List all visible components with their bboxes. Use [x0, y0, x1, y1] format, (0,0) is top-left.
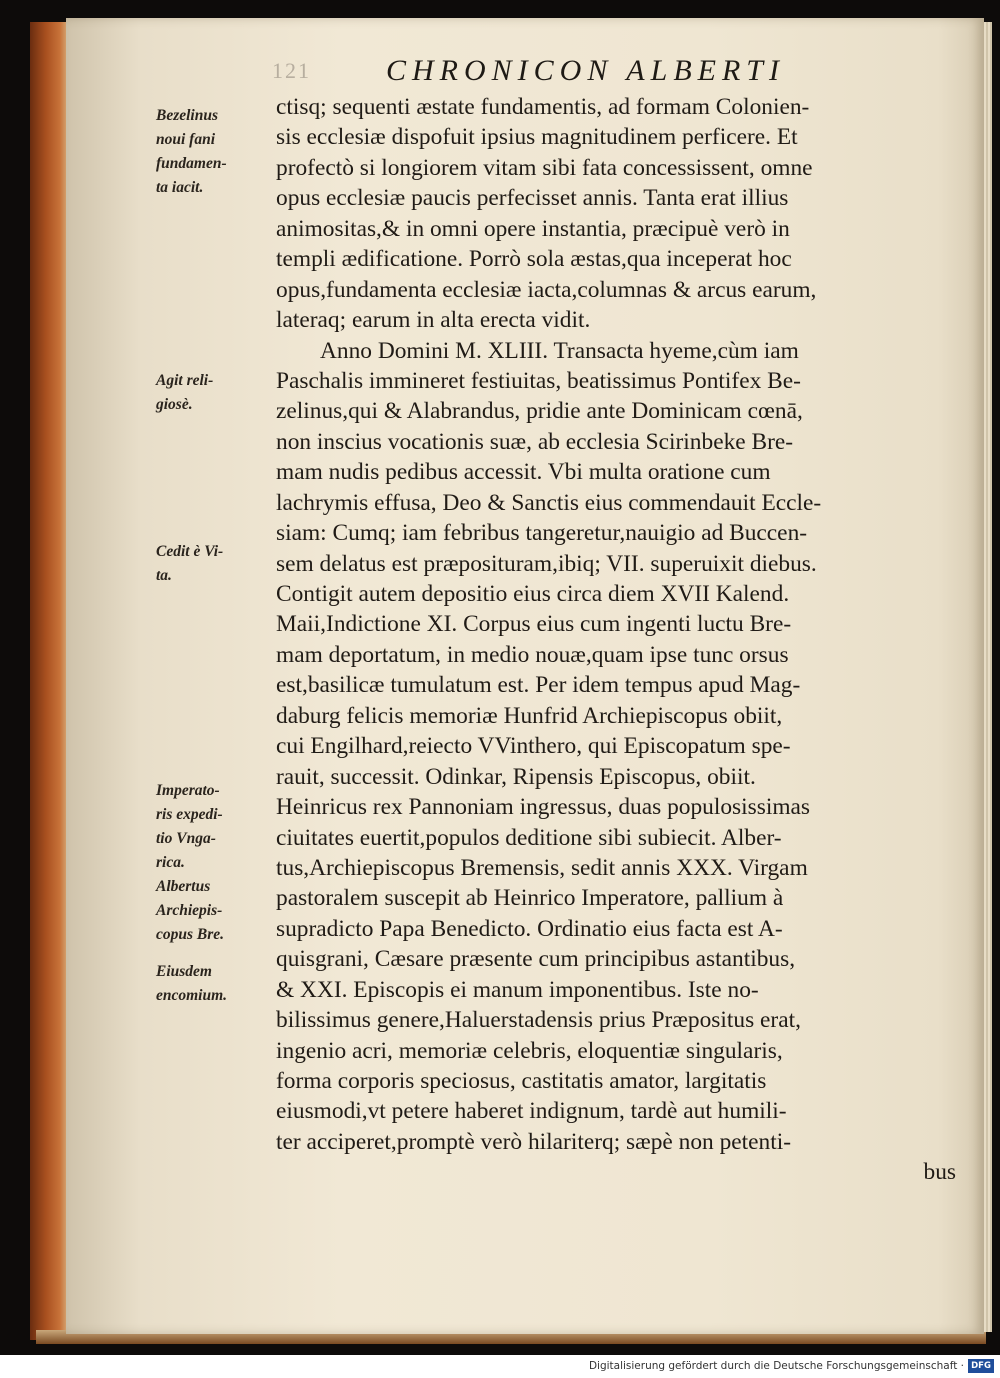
text-line: profectò si longiorem vitam sibi fata concessissent, omne	[276, 154, 813, 181]
marginal-note-line: Albertus	[156, 878, 211, 895]
text-line: ciuitates euertit,populos deditione sibi subiecit. Alber-	[276, 824, 782, 851]
marginal-note-line: fundamen-	[156, 155, 227, 172]
text-line: cui Engilhard,reiecto VVinthero, qui Episcopatum spe-	[276, 733, 791, 760]
text-line: daburg felicis memoriæ Hunfrid Archiepiscopus obiit,	[276, 702, 783, 729]
marginal-note-line: rica.	[156, 854, 185, 871]
text-line: Paschalis immineret festiuitas, beatissimus Pontifex Be-	[276, 367, 801, 394]
footer-bar	[0, 1355, 1000, 1378]
marginal-note-line: Archiepis-	[156, 902, 223, 919]
text-line: sis ecclesiæ dispofuit ipsius magnitudinem perficere. Et	[276, 124, 798, 151]
text-line: rauit, successit. Odinkar, Ripensis Episcopus, obiit.	[276, 763, 756, 790]
marginal-note-line: Eiusdem	[156, 963, 212, 980]
text-line: zelinus,qui & Alabrandus, pridie ante Dominicam cœnā,	[276, 398, 803, 425]
text-line: siam: Cumq; iam febribus tangeretur,nauigio ad Buccen-	[276, 520, 808, 547]
text-line: Anno Domini M. XLIII. Transacta hyeme,cùm iam	[320, 337, 799, 364]
text-line: mam deportatum, in medio nouæ,quam ipse tunc orsus	[276, 641, 789, 668]
marginal-note-line: Agit reli-	[156, 372, 214, 389]
marginal-note-line: giosè.	[156, 396, 193, 413]
text-line: lachrymis effusa, Deo & Sanctis eius commendauit Eccle-	[276, 489, 822, 516]
marginal-note	[156, 960, 274, 1008]
marginal-note-line: encomium.	[156, 987, 228, 1004]
book-cover-edge	[30, 22, 70, 1340]
text-line: templi ædificatione. Porrò sola æstas,qua inceperat hoc	[276, 246, 792, 273]
text-line: tus,Archiepiscopus Bremensis, sedit annis XXX. Virgam	[276, 854, 808, 881]
text-line: sem delatus est præposituram,ibiq; VII. superuixit diebus.	[276, 550, 817, 577]
text-line: est,basilicæ tumulatum est. Per idem tempus apud Mag-	[276, 672, 801, 699]
text-line: non inscius vocationis suæ, ab ecclesia Scirinbeke Bre-	[276, 428, 794, 455]
text-line: mam nudis pedibus accessit. Vbi multa oratione cum	[276, 459, 771, 486]
marginal-note	[156, 104, 274, 200]
marginal-note-line: Cedit è Vi-	[156, 543, 224, 560]
text-line: supradicto Papa Benedicto. Ordinatio eius facta est A-	[276, 915, 783, 942]
text-line: ingenio acri, memoriæ celebris, eloquentiæ singularis,	[276, 1037, 783, 1064]
marginal-note	[156, 540, 274, 588]
marginal-note-line: tio Vnga-	[156, 830, 216, 847]
text-line: Contigit autem depositio eius circa diem XVII Kalend.	[276, 581, 790, 607]
text-line: pastoralem suscepit ab Heinrico Imperatore, pallium à	[276, 885, 784, 912]
marginal-note-line: copus Bre.	[156, 926, 225, 943]
text-line: Maii,Indictione XI. Corpus eius cum ingenti luctu Bre-	[276, 611, 792, 638]
marginal-note	[156, 875, 274, 947]
text-line: ctisq; sequenti æstate fundamentis, ad formam Colonien-	[276, 94, 810, 120]
page-number: 121	[272, 58, 311, 83]
text-line: forma corporis speciosus, castitatis amator, largitatis	[276, 1068, 767, 1094]
running-title: CHRONICON ALBERTI	[386, 54, 785, 87]
marginal-note-line: ta.	[156, 567, 172, 584]
marginal-note	[156, 369, 274, 417]
marginal-note	[156, 779, 274, 875]
marginal-note-line: ris expedi-	[156, 806, 223, 823]
marginal-note-line: ta iacit.	[156, 179, 204, 196]
marginal-note-line: Bezelinus	[156, 107, 219, 124]
text-line: opus ecclesiæ paucis perfecisset annis. Tanta erat illius	[276, 185, 789, 212]
catchword: bus	[923, 1159, 956, 1186]
text-line: bilissimus genere,Haluerstadensis prius Præpositus erat,	[276, 1007, 801, 1034]
running-header	[270, 48, 830, 88]
dfg-logo: DFG	[968, 1359, 994, 1373]
text-line: & XXI. Episcopis ei manum imponentibus. Iste no-	[276, 976, 759, 1003]
text-line: lateraq; earum in alta erecta vidit.	[276, 307, 591, 334]
text-line: Heinricus rex Pannoniam ingressus, duas populosissimas	[276, 794, 811, 821]
main-text-block	[276, 92, 956, 1188]
text-line: opus,fundamenta ecclesiæ iacta,columnas & arcus earum,	[276, 276, 817, 303]
text-line: ter acciperet,promptè verò hilariterq; sæpè non petenti-	[276, 1128, 792, 1155]
text-line: eiusmodi,vt petere haberet indignum, tardè aut humili-	[276, 1098, 787, 1125]
funding-credit: Digitalisierung gefördert durch die Deutsche Forschungsgemeinschaft ·	[588, 1360, 964, 1372]
marginal-note-line: noui fani	[156, 131, 216, 148]
text-line: animositas,& in omni opere instantia, præcipuè verò in	[276, 215, 790, 242]
text-line: quisgrani, Cæsare præsente cum principibus astantibus,	[276, 946, 796, 973]
marginal-note-line: Imperato-	[156, 782, 220, 799]
